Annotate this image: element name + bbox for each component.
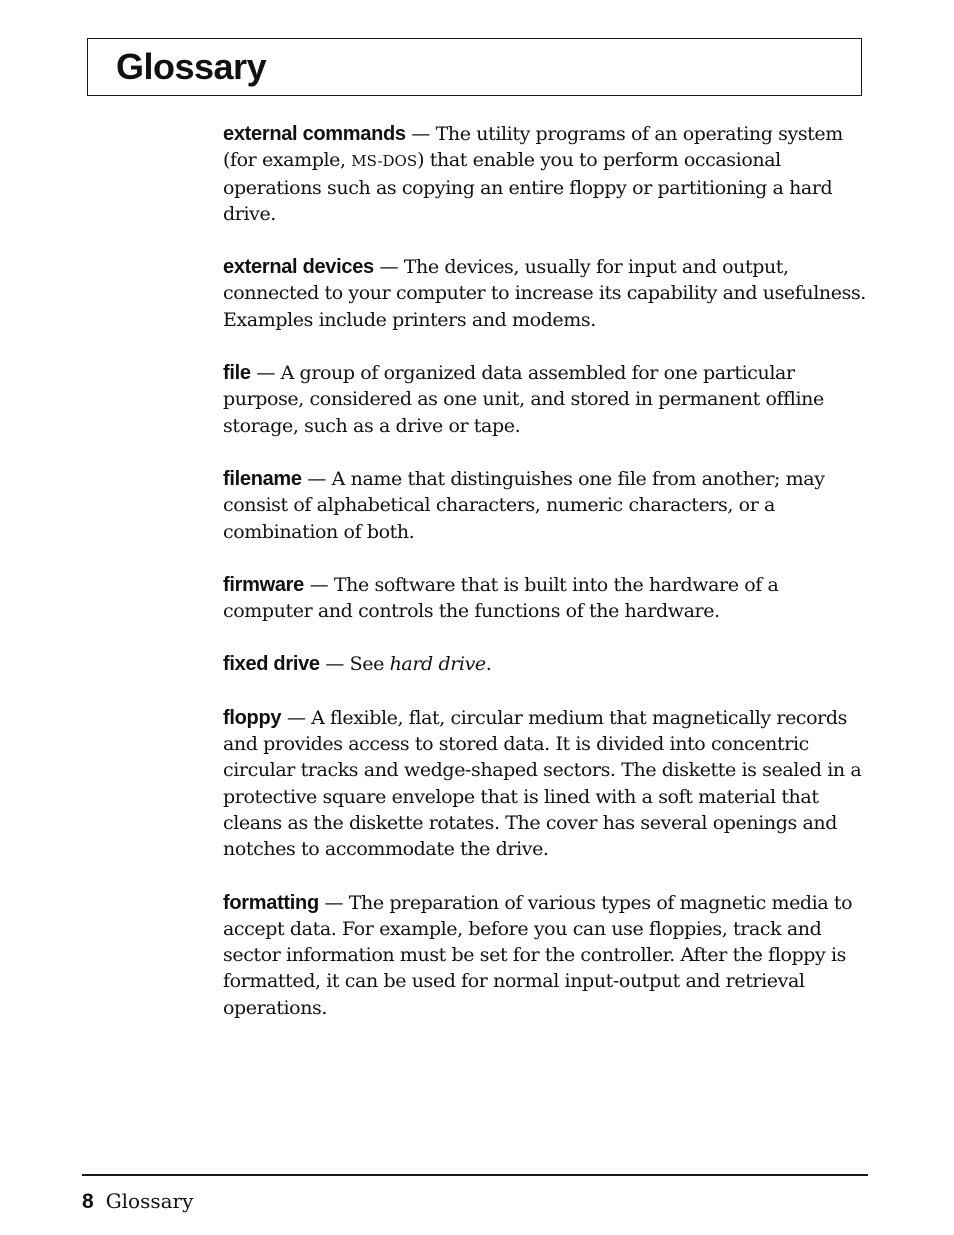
page-title-box bbox=[87, 38, 862, 96]
entry-term: formatting bbox=[223, 891, 319, 914]
glossary-entry-firmware bbox=[223, 572, 873, 625]
glossary-entry-external-commands bbox=[223, 121, 873, 227]
entry-term: fixed drive bbox=[223, 653, 320, 676]
entry-dash: — bbox=[373, 256, 404, 279]
entry-definition: A flexible, flat, circular medium that magnetically records and provides access to stored data. It is divided into concentric circular tracks and wedge-shaped sectors. The diskette is sealed in a protective square envelope that is lined with a soft material that cleans as the diskette rotates. The cover has several openings and notches to accommodate the drive. bbox=[223, 706, 862, 861]
entry-dash: — bbox=[405, 123, 436, 145]
glossary-entry-filename bbox=[223, 466, 873, 545]
entry-term: file bbox=[223, 362, 251, 385]
glossary-entries bbox=[223, 121, 873, 1048]
glossary-entry-external-devices bbox=[223, 254, 873, 333]
glossary-entry-formatting bbox=[223, 890, 873, 1021]
entry-term: external commands bbox=[223, 123, 406, 145]
entry-definition: The devices, usually for input and output, connected to your computer to increase its capability and usefulness. Examples include printers and modems. bbox=[223, 256, 866, 331]
entry-term: filename bbox=[223, 467, 302, 490]
entry-period: . bbox=[485, 653, 492, 676]
entry-term: firmware bbox=[223, 573, 304, 596]
entry-dash: — bbox=[318, 891, 349, 914]
entry-cross-reference: hard drive bbox=[389, 653, 486, 676]
entry-definition: The software that is built into the hardware of a computer and controls the functions of the hardware. bbox=[223, 573, 779, 623]
entry-dash: — bbox=[301, 467, 332, 490]
entry-definition: A name that distinguishes one file from another; may consist of alphabetical characters, numeric characters, or a combination of both. bbox=[223, 467, 825, 543]
entry-dash: — bbox=[250, 362, 281, 385]
entry-smallcaps-term: MS-DOS bbox=[351, 152, 418, 171]
entry-see-label: See bbox=[349, 653, 390, 676]
entry-dash: — bbox=[303, 573, 334, 596]
entry-definition: The preparation of various types of magnetic media to accept data. For example, before you can use floppies, track and sector information must be set for the controller. After the floppy is formatted, it can be used for normal input-output and retrieval operations. bbox=[223, 891, 853, 1019]
entry-definition-part: The utility programs of an operating system (for example, bbox=[223, 123, 843, 172]
glossary-entry-file bbox=[223, 360, 873, 439]
entry-dash: — bbox=[281, 706, 312, 729]
entry-definition: A group of organized data assembled for one particular purpose, considered as one unit, and stored in permanent offline storage, such as a drive or tape. bbox=[223, 362, 824, 437]
footer-divider bbox=[82, 1174, 868, 1176]
entry-term: external devices bbox=[223, 256, 374, 279]
page-footer bbox=[82, 1187, 193, 1216]
page-number: 8 bbox=[82, 1190, 94, 1213]
entry-definition-part: ) that enable you to perform occasional operations such as copying an entire floppy or partitioning a hard drive. bbox=[223, 149, 833, 225]
page-title: Glossary bbox=[116, 46, 267, 87]
footer-section-title: Glossary bbox=[105, 1189, 194, 1213]
glossary-entry-fixed-drive bbox=[223, 651, 873, 677]
glossary-entry-floppy bbox=[223, 705, 873, 863]
entry-term: floppy bbox=[223, 706, 282, 729]
entry-dash: — bbox=[319, 653, 350, 676]
